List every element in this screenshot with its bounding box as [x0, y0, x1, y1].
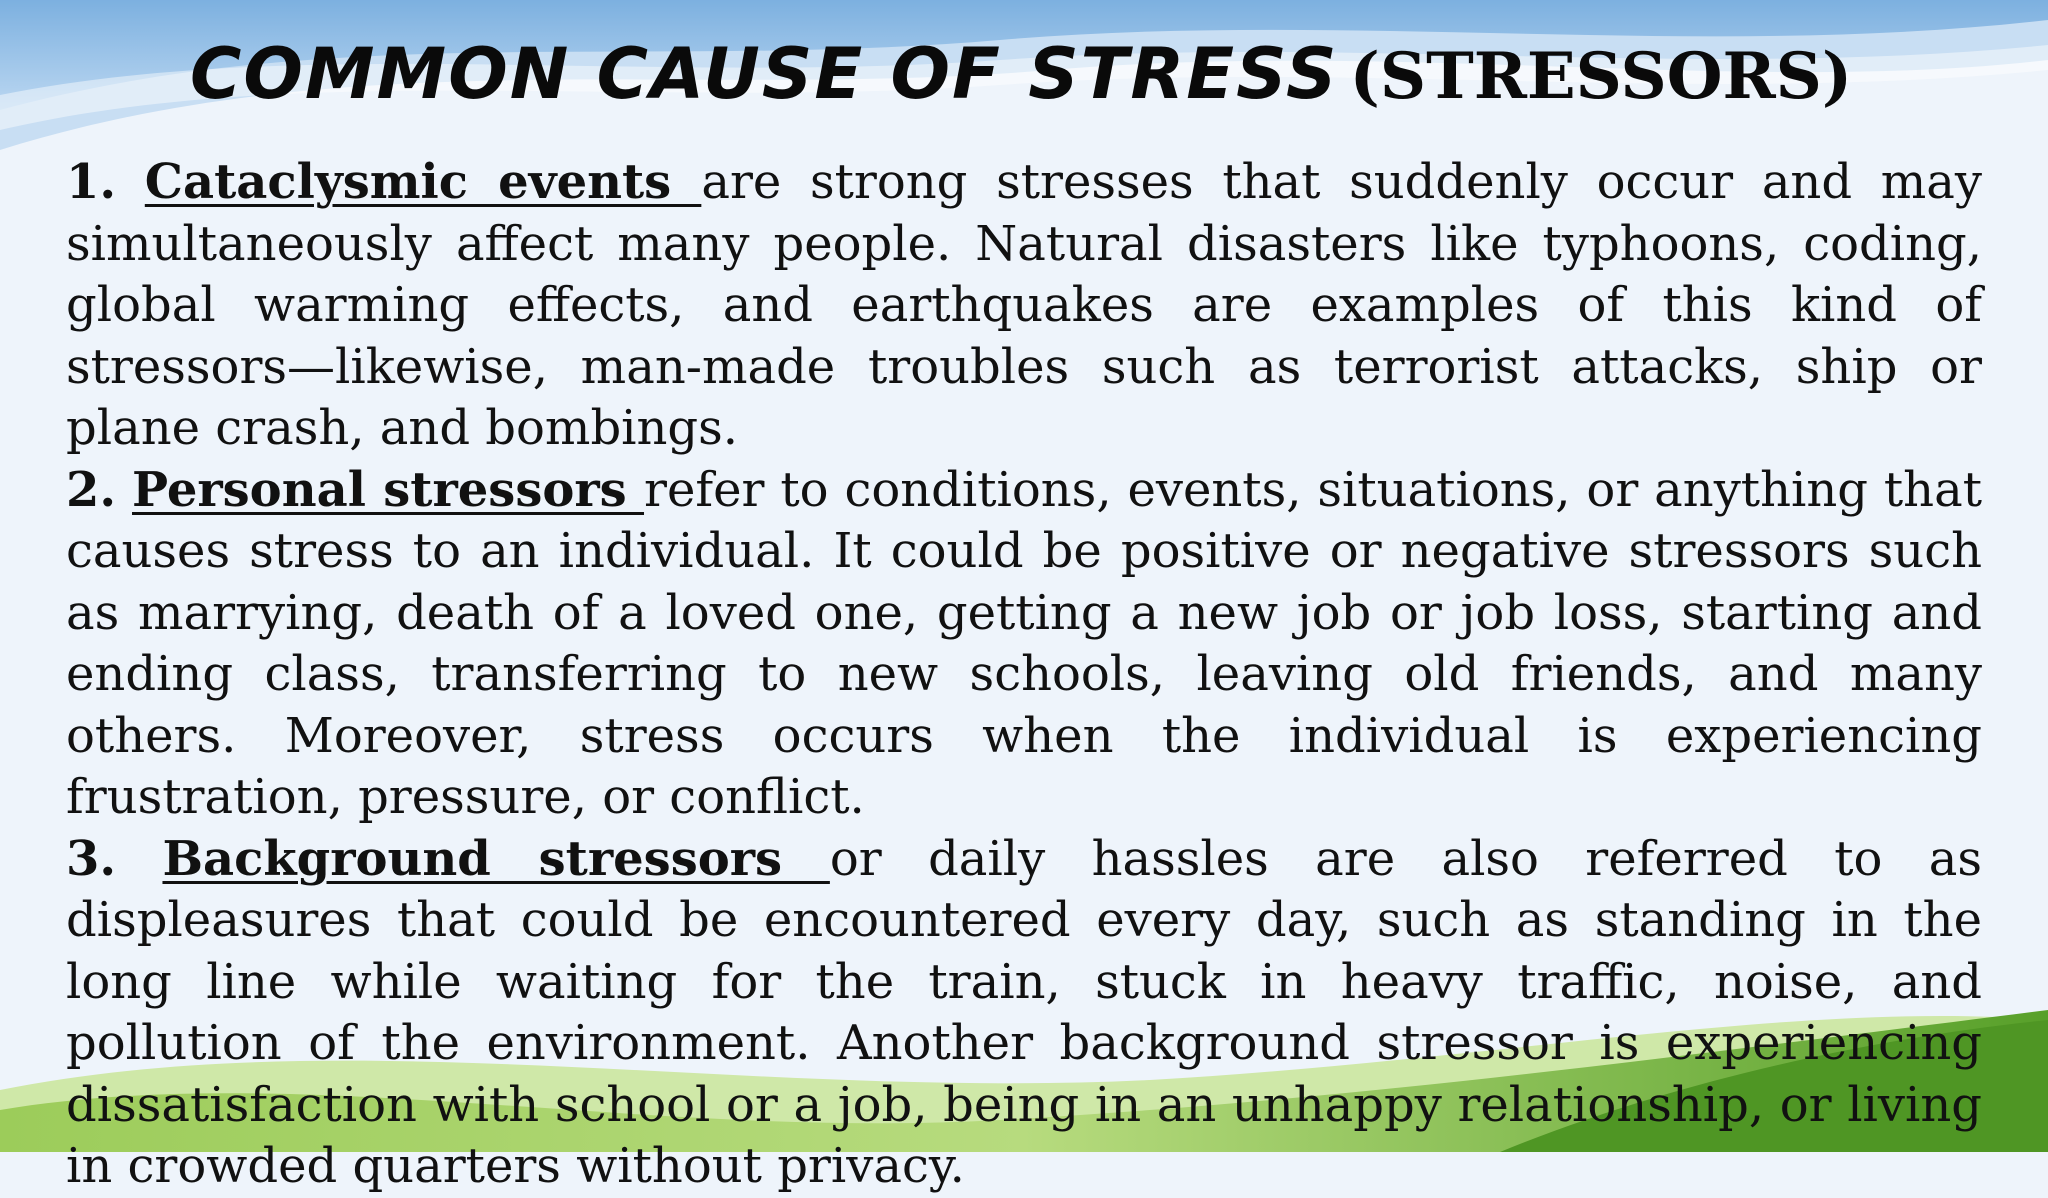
slide-title [190, 24, 1890, 124]
title-paren: (STRESSORS) [1349, 39, 1853, 114]
item-text: refer to conditions, events, situations, or anything that causes stress to an individual. It could be positive or negative stressors such as marrying, death of a loved one, getting a new job or job loss, starting and ending class, transferring to new schools, leaving old friends, and many others. Moreover, stress occurs when the individual is experiencing frustration, pressure, or conflict. [66, 461, 1983, 825]
item-term: Cataclysmic events [144, 154, 702, 210]
item-term: Background stressors [162, 830, 830, 887]
stressor-item [66, 152, 1982, 460]
item-number: 1. [66, 154, 117, 210]
item-text: or daily hassles are also referred to as displeasures that could be encountered every day, such as standing in the long line while waiting for the train, stuck in heavy traffic, noise, and pollution of the environment. Another background stressor is experiencing dissatisfaction with school or a job, being in an unhappy relationship, or living in crowded quarters without privacy. [66, 830, 1983, 1194]
stressor-item [66, 829, 1982, 1198]
stressor-item [66, 460, 1982, 829]
item-text: are strong stresses that suddenly occur and may simultaneously affect many people. Natural disasters like typhoons, coding, global warming effects, and earthquakes are examples of this kind of stressors—likewise, man-made troubles such as terrorist attacks, ship or plane crash, and bombings. [66, 154, 1983, 456]
item-term: Personal stressors [132, 461, 645, 518]
stressors-list [66, 152, 1983, 1194]
item-number: 2. [66, 461, 117, 518]
item-number: 3. [66, 830, 117, 887]
title-main: COMMON CAUSE OF STRESS [190, 33, 1339, 115]
